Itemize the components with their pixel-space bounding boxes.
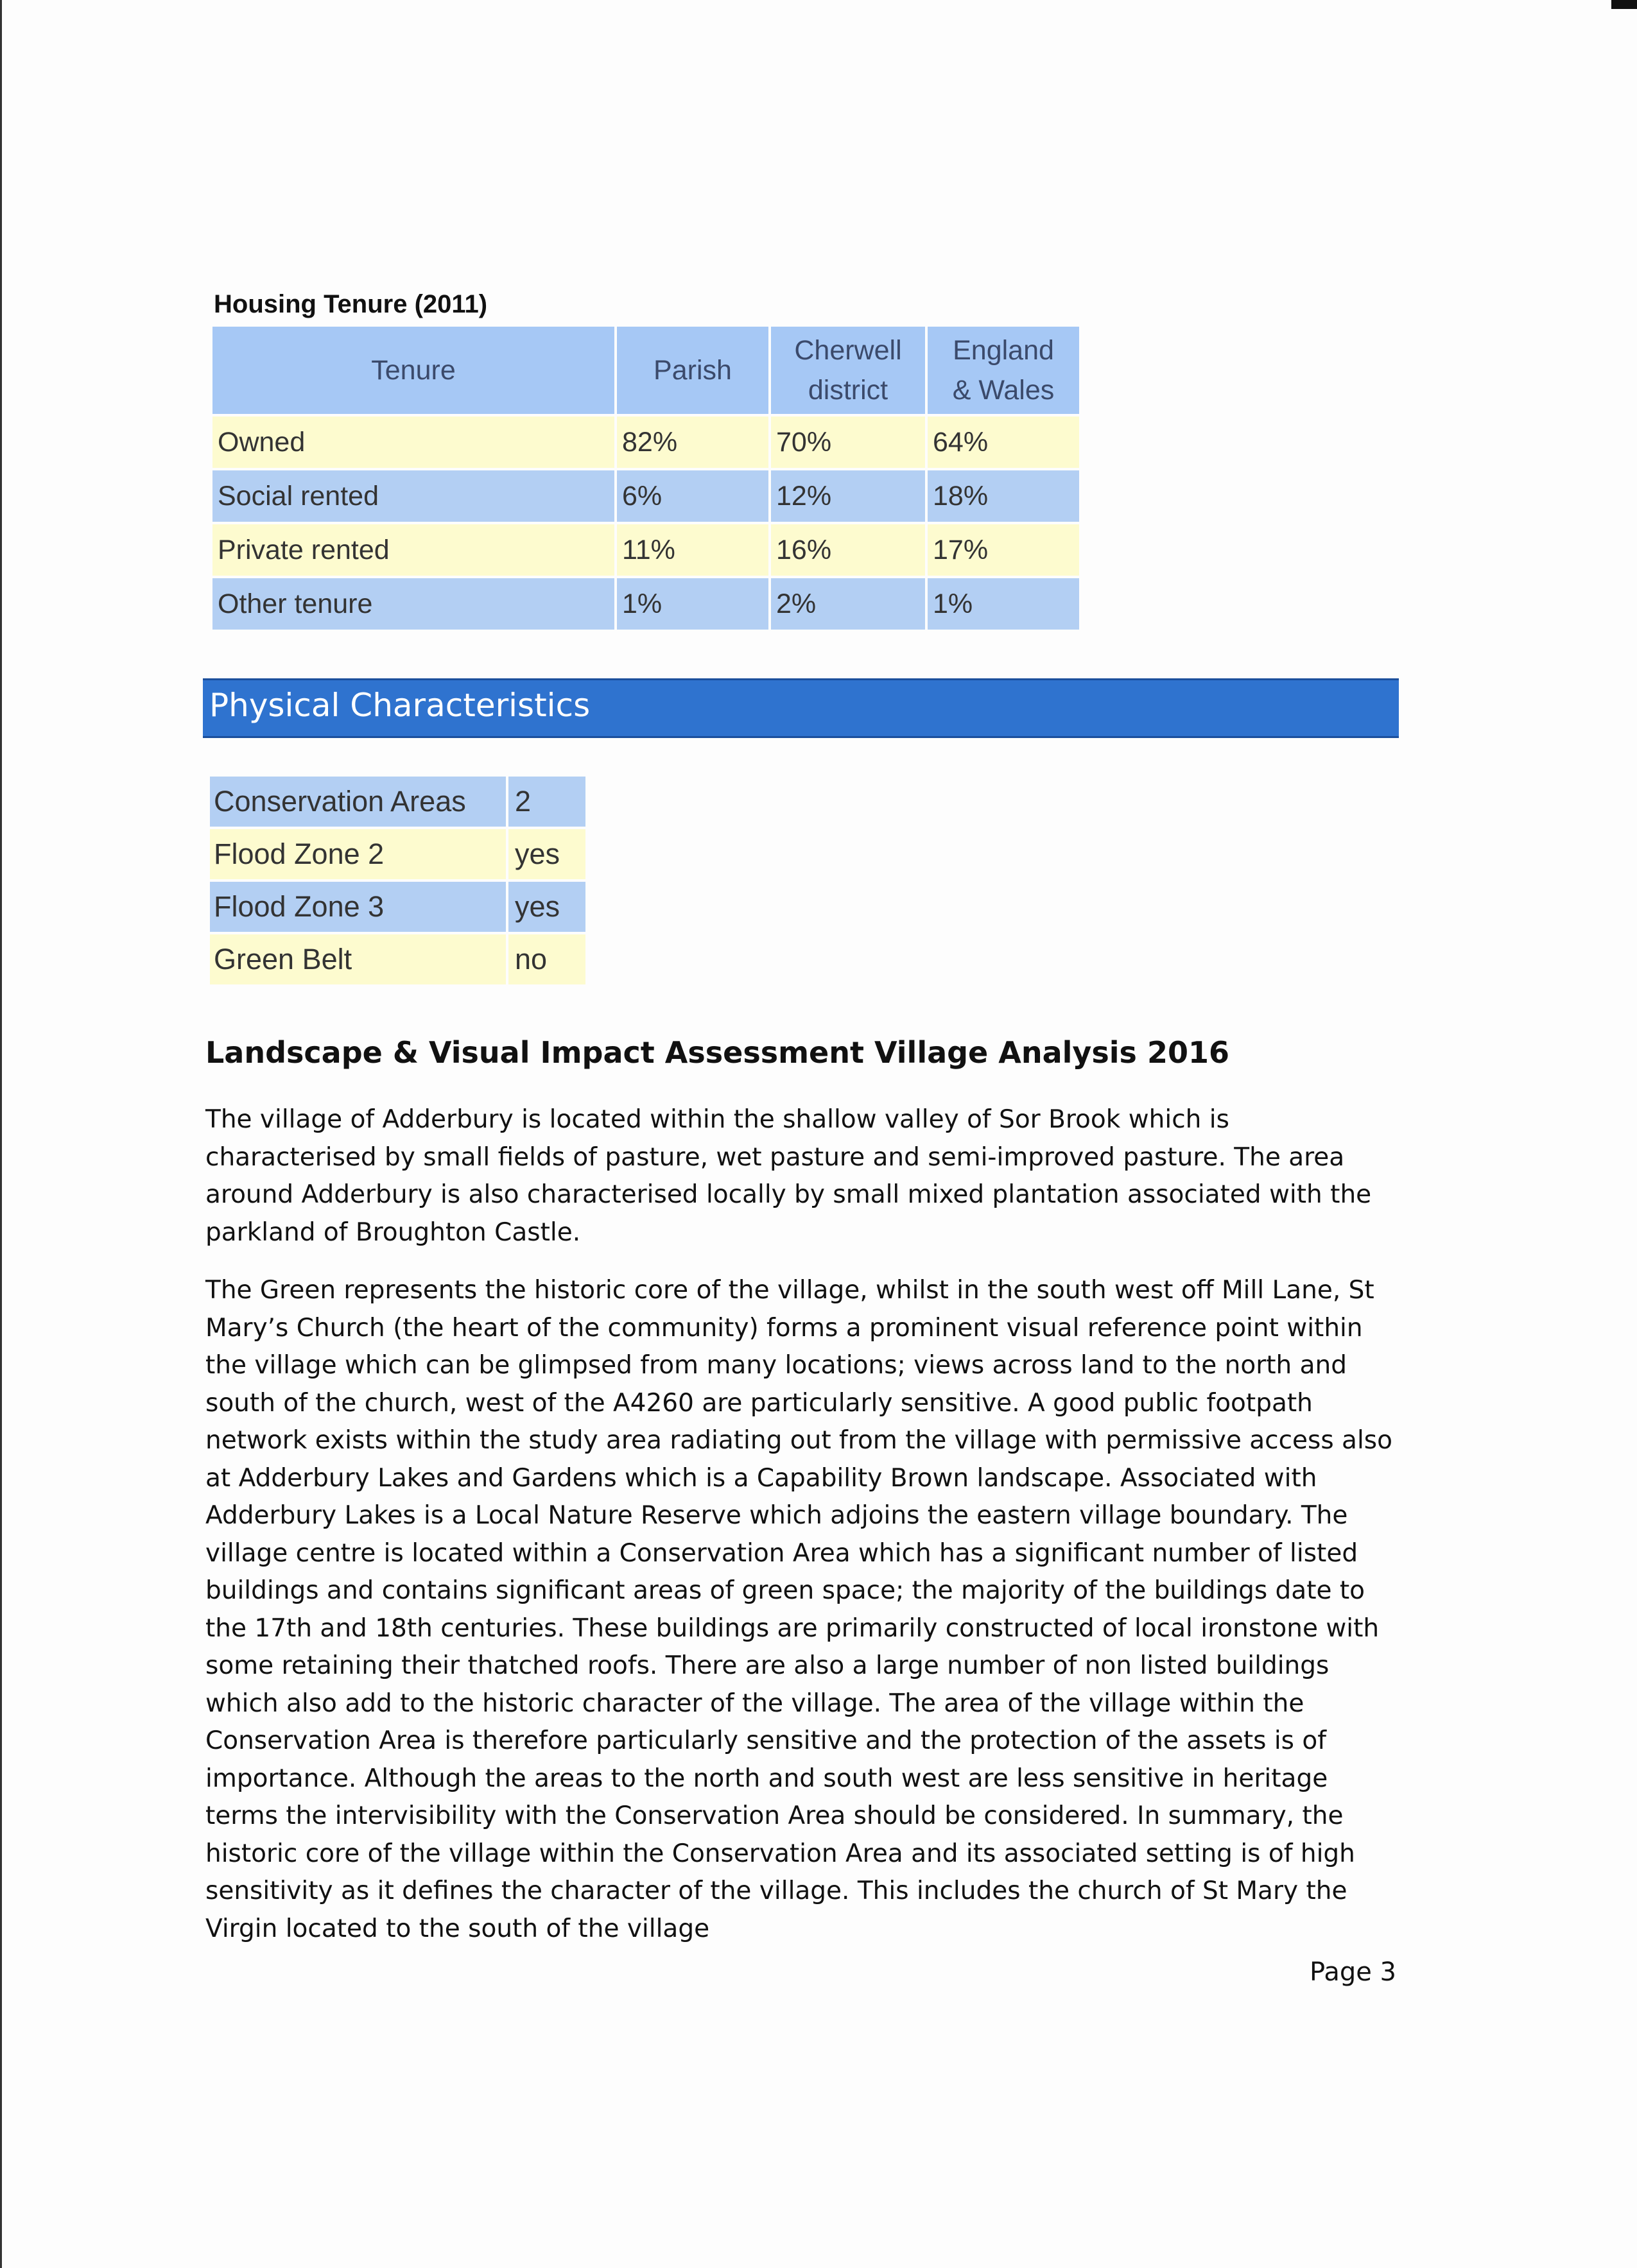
characteristic-value: yes — [508, 829, 585, 879]
tenure-cell: Social rented — [212, 470, 614, 522]
characteristic-label: Green Belt — [210, 934, 506, 984]
landscape-paragraph-1: The village of Adderbury is located within the shallow valley of Sor Brook which is characterised by small fields of pasture, wet pasture and semi-improved pasture. The area around Adderbury is also characterised locally by small mixed plantation associated with the parkland of Broughton Castle. — [205, 1105, 1372, 1247]
table-row — [212, 470, 1079, 522]
district-cell: 16% — [771, 524, 925, 576]
housing-tenure-table — [210, 324, 1082, 632]
parish-cell: 11% — [617, 524, 768, 576]
table-row — [210, 777, 585, 827]
header-parish: Parish — [617, 327, 768, 414]
header-cherwell-district: Cherwell district — [771, 327, 925, 414]
district-cell: 70% — [771, 417, 925, 468]
header-tenure: Tenure — [212, 327, 614, 414]
characteristic-value: 2 — [508, 777, 585, 827]
table-row — [212, 578, 1079, 630]
scan-edge-mark — [1611, 0, 1637, 9]
landscape-paragraph-2: The Green represents the historic core of the village, whilst in the south west off Mill Lane, St Mary’s Church (the heart of the community) forms a prominent visual reference point within the village which can be glimpsed from many locations; views across land to the north and south of the church, west of the A4260 are particularly sensitive. A good public footpath network exists within the study area radiating out from the village with permissive access also at Adderbury Lakes and Gardens which is a Capability Brown landscape. Associated with Adderbury Lakes is a Local Nature Reserve which adjoins the eastern village boundary. The village centre is located within a Conservation Area which has a significant number of listed buildings and contains significant areas of green space; the majority of the buildings date to the 17th and 18th centuries. These buildings are primarily constructed of local ironstone with some retaining their thatched roofs. There are also a large number of non listed buildings which also add to the historic character of the village. The area of the village within the Conservation Area is therefore particularly sensitive and the protection of the assets is of importance. Although the areas to the north and south west are less sensitive in heritage terms the intervisibility with the Conservation Area should be considered. In summary, the historic core of the village within the Conservation Area and its associated setting is of high sensitivity as it defines the character of the village. This includes the church of St Mary the Virgin located to the south of the village — [205, 1276, 1392, 1943]
england-wales-cell: 1% — [928, 578, 1079, 630]
table-row — [210, 934, 585, 984]
england-wales-cell: 64% — [928, 417, 1079, 468]
characteristic-label: Flood Zone 2 — [210, 829, 506, 879]
table-row — [210, 829, 585, 879]
england-wales-cell: 17% — [928, 524, 1079, 576]
tenure-cell: Private rented — [212, 524, 614, 576]
district-cell: 2% — [771, 578, 925, 630]
parish-cell: 6% — [617, 470, 768, 522]
table-row — [212, 417, 1079, 468]
physical-characteristics-bar — [203, 678, 1399, 738]
characteristic-label: Flood Zone 3 — [210, 882, 506, 932]
characteristic-value: no — [508, 934, 585, 984]
physical-characteristics-table — [207, 774, 588, 987]
characteristic-label: Conservation Areas — [210, 777, 506, 827]
page-number: Page 3 — [1310, 1957, 1396, 1987]
tenure-cell: Owned — [212, 417, 614, 468]
housing-tenure-caption: Housing Tenure (2011) — [214, 290, 488, 318]
landscape-heading: Landscape & Visual Impact Assessment Village Analysis 2016 — [205, 1035, 1229, 1070]
district-cell: 12% — [771, 470, 925, 522]
table-row — [210, 882, 585, 932]
section-title: Physical Characteristics — [209, 687, 591, 724]
parish-cell: 1% — [617, 578, 768, 630]
characteristic-value: yes — [508, 882, 585, 932]
scan-left-edge — [0, 0, 2, 2268]
header-england-wales: England & Wales — [928, 327, 1079, 414]
tenure-cell: Other tenure — [212, 578, 614, 630]
england-wales-cell: 18% — [928, 470, 1079, 522]
tenure-header-row — [212, 327, 1079, 414]
parish-cell: 82% — [617, 417, 768, 468]
table-row — [212, 524, 1079, 576]
